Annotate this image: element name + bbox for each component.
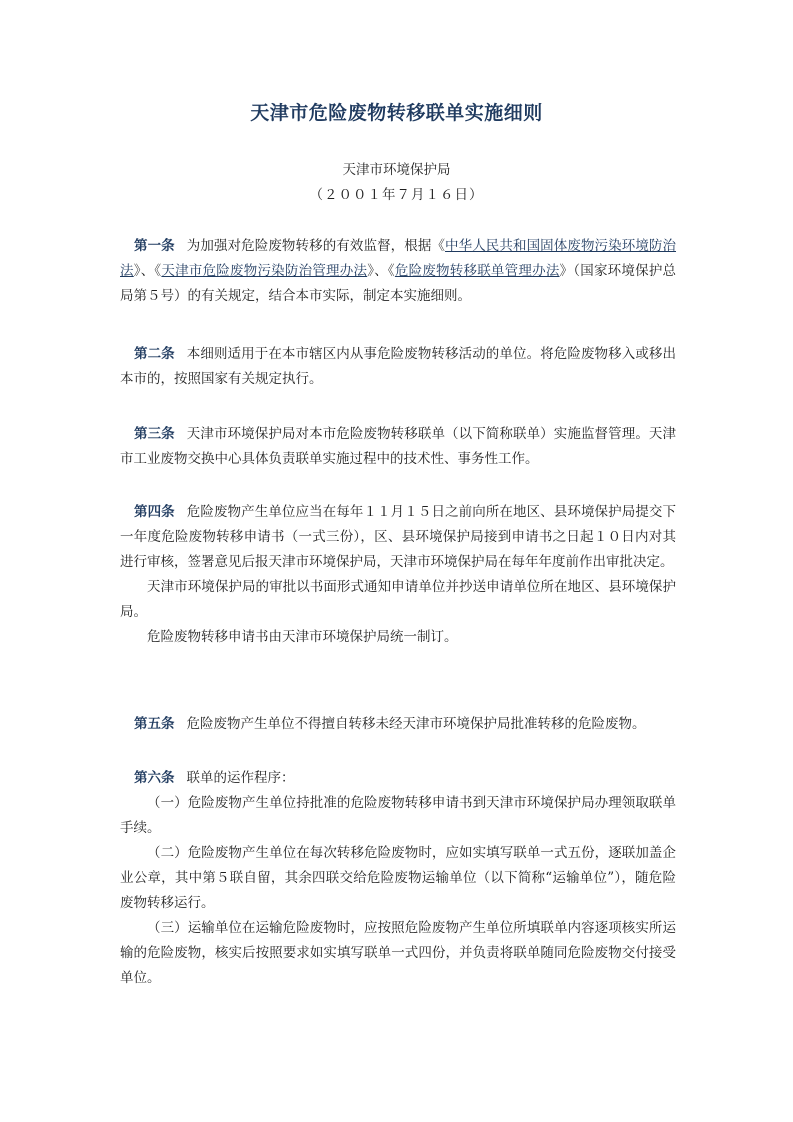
article-text: 本细则适用于在本市辖区内从事危险废物转移活动的单位。将危险废物移入或移出本市的，按照国家有关规定执行。 — [120, 346, 677, 387]
article-label: 第四条 — [134, 504, 175, 520]
issuer: 天津市环境保护局 — [342, 162, 451, 178]
article-5 — [120, 712, 676, 737]
article-text: 》（国家环境保护总局第５号）的有关规定，结合本市实际，制定本实施细则。 — [120, 263, 677, 304]
article-paragraph: 危险废物转移申请书由天津市环境保护局统一制订。 — [147, 629, 458, 645]
procedure-item: （二）危险废物产生单位在每次转移危险废物时，应如实填写联单一式五份，逐联加盖企业公章，其中第５联自留，其余四联交给危险废物运输单位（以下简称“运输单位”），随危险废物转移运行。 — [120, 845, 676, 911]
issue-date: （２００１年７月１６日） — [309, 187, 484, 203]
law-link[interactable]: 危险废物转移联单管理办法 — [394, 263, 560, 279]
law-link[interactable]: 天津市危险废物污染防治管理办法 — [161, 263, 368, 279]
article-label: 第六条 — [134, 770, 175, 786]
article-text: 天津市环境保护局对本市危险废物转移联单（以下简称联单）实施监督管理。天津市工业废物交换中心具体负责联单实施过程中的技术性、事务性工作。 — [120, 426, 677, 467]
article-4 — [120, 500, 676, 650]
procedure-item: （一）危险废物产生单位持批准的危险废物转移申请书到天津市环境保护局办理领取联单手续。 — [120, 795, 676, 836]
article-label: 第一条 — [134, 238, 175, 254]
article-6 — [120, 766, 676, 991]
article-text: 》、《 — [133, 263, 162, 279]
article-text: 联单的运作程序： — [186, 770, 295, 786]
article-text: 危险废物产生单位不得擅自转移未经天津市环境保护局批准转移的危险废物。 — [186, 716, 646, 732]
article-label: 第五条 — [134, 716, 175, 732]
article-3 — [120, 422, 676, 472]
article-1 — [120, 234, 676, 309]
article-label: 第二条 — [134, 346, 175, 362]
law-link[interactable]: 中华人民共和国固体废物污染环境防治法 — [120, 238, 677, 279]
procedure-item: （三）运输单位在运输危险废物时，应按照危险废物产生单位所填联单内容逐项核实所运输的危险废物，核实后按照要求如实填写联单一式四份，并负责将联单随同危险废物交付接受单位。 — [120, 920, 676, 986]
article-2 — [120, 342, 676, 392]
article-label: 第三条 — [134, 426, 175, 442]
article-text: 危险废物产生单位应当在每年１１月１５日之前向所在地区、县环境保护局提交下一年度危险废物转移申请书（一式三份），区、县环境保护局接到申请书之日起１０日内对其进行审核，签署意见后报天津市环境保护局，天津市环境保护局在每年年度前作出审批决定。 — [120, 504, 677, 570]
article-paragraph: 天津市环境保护局的审批以书面形式通知申请单位并抄送申请单位所在地区、县环境保护局。 — [120, 579, 676, 620]
article-text: 为加强对危险废物转移的有效监督，根据《 — [186, 238, 446, 254]
article-text: 》、《 — [367, 263, 395, 279]
document-title: 天津市危险废物转移联单实施细则 — [250, 102, 543, 124]
